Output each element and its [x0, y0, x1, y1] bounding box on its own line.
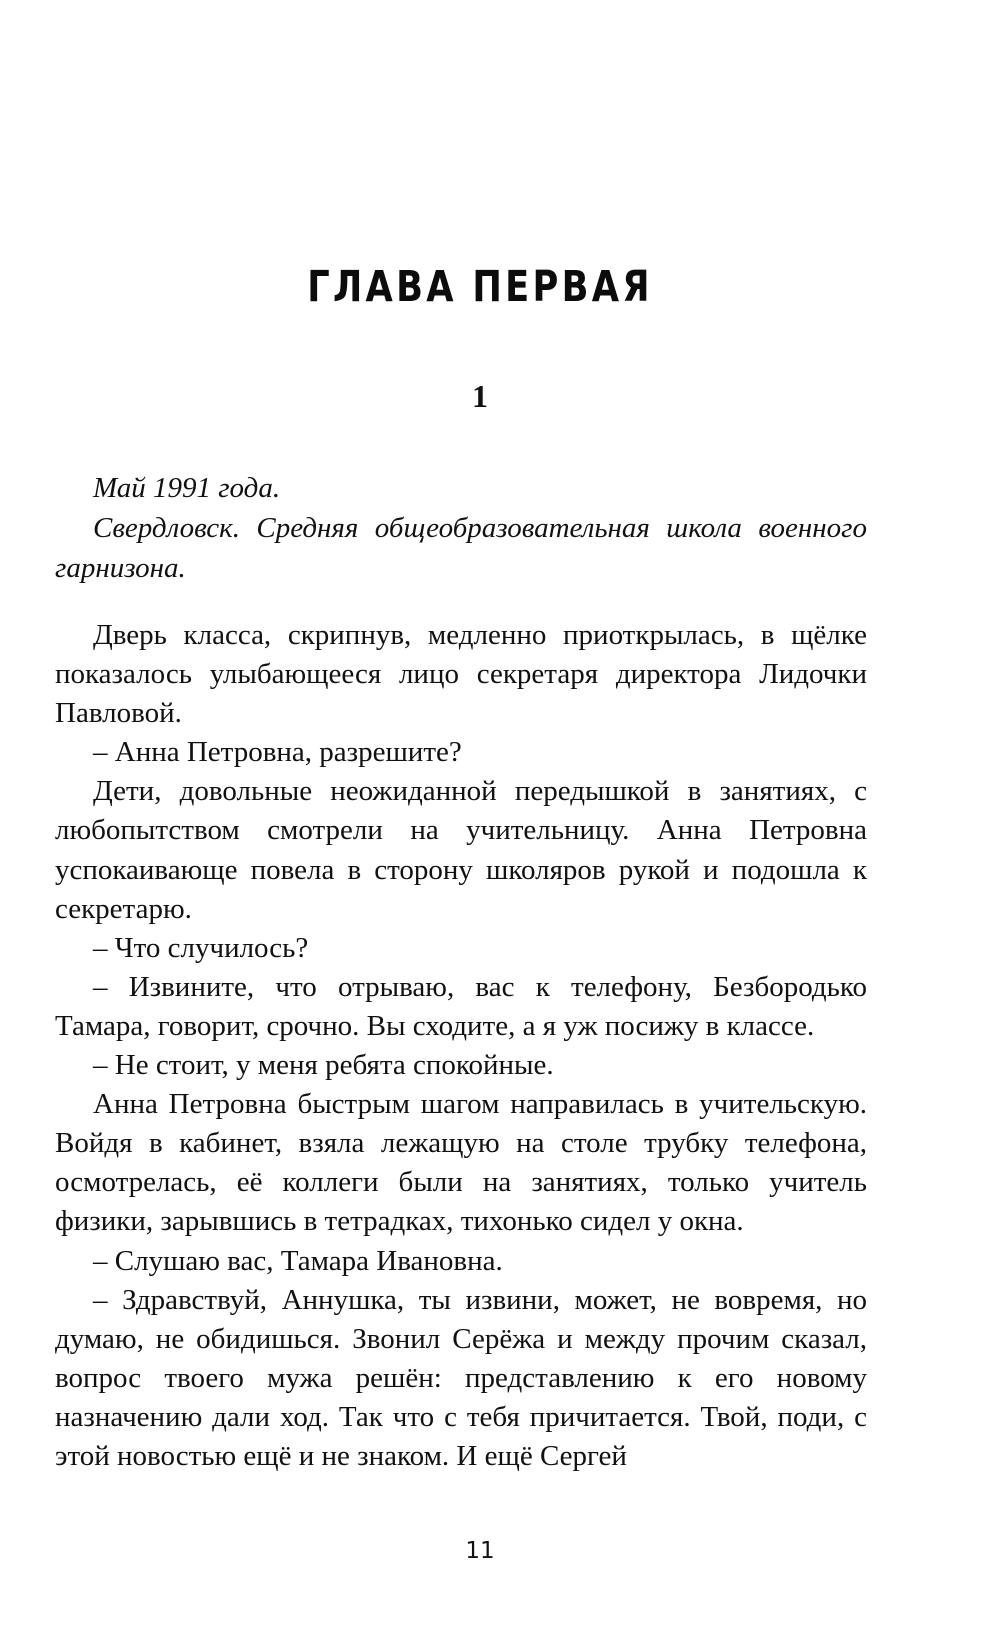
body-text [55, 616, 867, 1476]
paragraph: Дети, довольные неожиданной передышкой в занятиях, с любопытством смотрели на учительницу. Анна Петровна успокаивающе повела в сторону школяров рукой и подошла к секретарю. [55, 775, 867, 925]
epigraph [55, 468, 867, 588]
paragraph: Дверь класса, скрипнув, медленно приоткрылась, в щёлке показалось улыбающееся лицо секретаря директора Лидочки Павловой. [55, 619, 867, 730]
section-number: 1 [472, 378, 488, 414]
dialogue-line: – Что случилось? [93, 931, 309, 964]
epigraph-place: Свердловск. Средняя общеобразовательная школа военного гарнизона. [55, 512, 867, 584]
dialogue-line: – Анна Петровна, разрешите? [93, 736, 462, 769]
dialogue-line: – Не стоит, у меня ребята спокойные. [93, 1049, 554, 1082]
page-number: 11 [465, 1538, 495, 1564]
dialogue-line: – Здравствуй, Аннушка, ты извини, может, не вовремя, но думаю, не обидишься. Звонил Серёжа и между прочим сказал, вопрос твоего мужа решён: представлению к его новому назначению дали ход. Так что с тебя причитается. Твой, поди, с этой новостью ещё и не знаком. И ещё Сергей [55, 1283, 867, 1472]
epigraph-date: Май 1991 года. [93, 472, 281, 504]
dialogue-line: – Слушаю вас, Тамара Ивановна. [93, 1244, 503, 1277]
paragraph: Анна Петровна быстрым шагом направилась в учительскую. Войдя в кабинет, взяла лежащую на столе трубку телефона, осмотрелась, её коллеги были на занятиях, только учитель физики, зарывшись в тетрадках, тихонько сидел у окна. [55, 1088, 867, 1238]
chapter-title: ГЛАВА ПЕРВАЯ [307, 262, 653, 312]
dialogue-line: – Извините, что отрываю, вас к телефону, Безбородько Тамара, говорит, срочно. Вы сходите, а я уж посижу в классе. [55, 970, 867, 1042]
